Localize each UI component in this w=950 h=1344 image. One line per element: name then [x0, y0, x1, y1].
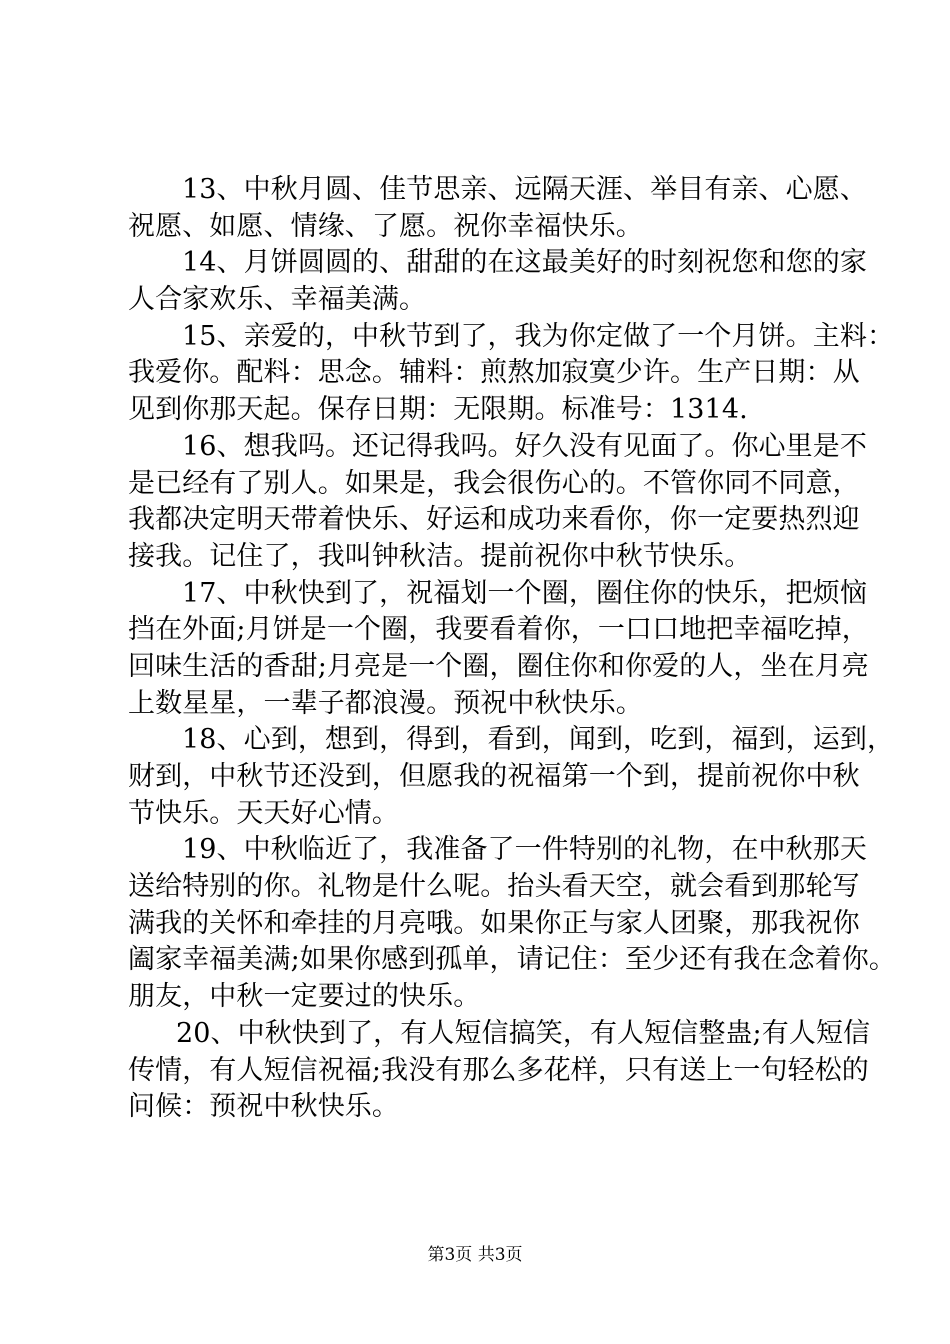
paragraph-13 — [128, 172, 867, 245]
text-line: 祝愿、如愿、情缘、了愿。祝你幸福快乐。 — [128, 210, 643, 242]
text-line: 15、亲爱的，中秋节到了，我为你定做了一个月饼。主料： — [182, 320, 895, 352]
text-line: 满我的关怀和牵挂的月亮哦。如果你正与家人团聚，那我祝你 — [128, 907, 860, 939]
paragraph-14 — [128, 245, 867, 318]
paragraph-15 — [128, 319, 895, 429]
text-line: 回味生活的香甜;月亮是一个圈，圈住你和你爱的人，坐在月亮 — [128, 650, 869, 682]
text-line: 阖家幸福美满;如果你感到孤单，请记住：至少还有我在念着你。 — [128, 944, 896, 976]
text-line: 13、中秋月圆、佳节思亲、远隔天涯、举目有亲、心愿、 — [182, 174, 867, 205]
document-body — [128, 172, 896, 1126]
text-line: 节快乐。天天好心情。 — [128, 797, 399, 829]
text-line: 我都决定明天带着快乐、好运和成功来看你，你一定要热烈迎 — [128, 504, 860, 536]
text-line: 14、月饼圆圆的、甜甜的在这最美好的时刻祝您和您的家 — [182, 247, 867, 279]
text-line: 我爱你。配料：思念。辅料：煎熬加寂寞少许。生产日期：从 — [128, 357, 860, 389]
page-number-footer: 第3页 共3页 — [427, 1245, 523, 1265]
text-line: 接我。记住了，我叫钟秋洁。提前祝你中秋节快乐。 — [128, 540, 752, 572]
text-line: 朋友，中秋一定要过的快乐。 — [128, 981, 481, 1013]
text-line: 问候：预祝中秋快乐。 — [128, 1091, 399, 1123]
text-line: 18、心到，想到，得到，看到，闻到，吃到，福到，运到， — [182, 724, 895, 756]
text-line: 16、想我吗。还记得我吗。好久没有见面了。你心里是不 — [182, 430, 867, 462]
text-line: 20、中秋快到了，有人短信搞笑，有人短信整蛊;有人短信 — [176, 1017, 871, 1049]
paragraph-17 — [128, 576, 869, 723]
text-line: 人合家欢乐、幸福美满。 — [128, 284, 427, 316]
text-line: 送给特别的你。礼物是什么呢。抬头看天空，就会看到那轮写 — [128, 871, 860, 903]
text-line: 挡在外面;月饼是一个圈，我要看着你，一口口地把幸福吃掉， — [128, 614, 869, 646]
paragraph-16 — [128, 429, 867, 576]
text-line: 财到，中秋节还没到，但愿我的祝福第一个到，提前祝你中秋 — [128, 761, 860, 792]
text-line: 17、中秋快到了，祝福划一个圈，圈住你的快乐，把烦恼 — [182, 577, 867, 609]
text-line: 上数星星，一辈子都浪漫。预祝中秋快乐。 — [128, 687, 643, 719]
text-line: 传情，有人短信祝福;我没有那么多花样，只有送上一句轻松的 — [128, 1054, 869, 1086]
paragraph-18 — [128, 722, 895, 832]
text-line: 是已经有了别人。如果是，我会很伤心的。不管你同不同意， — [128, 467, 860, 499]
text-line: 19、中秋临近了，我准备了一件特别的礼物，在中秋那天 — [182, 834, 867, 866]
paragraph-19 — [128, 832, 896, 1015]
paragraph-20 — [128, 1016, 871, 1126]
text-line: 见到你那天起。保存日期：无限期。标准号：1314. — [128, 394, 748, 426]
